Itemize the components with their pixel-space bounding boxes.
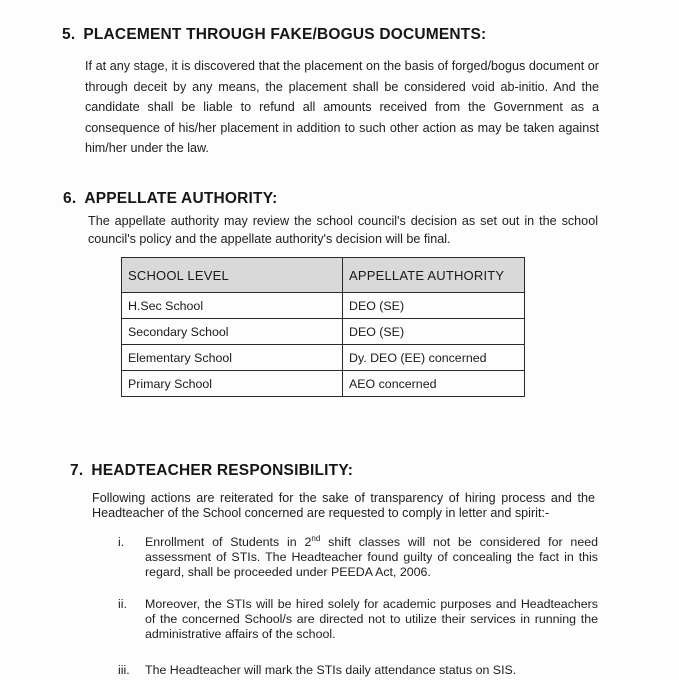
section-6-heading	[63, 190, 277, 208]
appellate-authority-cell: Dy. DEO (EE) concerned	[343, 345, 525, 371]
table-row	[122, 293, 525, 319]
column-header-appellate-authority: APPELLATE AUTHORITY	[343, 258, 525, 293]
ordinal-superscript: nd	[311, 533, 321, 543]
section-number: 5.	[62, 26, 76, 43]
column-header-school-level: SCHOOL LEVEL	[122, 258, 343, 293]
table-row	[122, 319, 525, 345]
section-title: HEADTEACHER RESPONSIBILITY:	[91, 462, 354, 479]
section-number: 6.	[63, 190, 77, 207]
list-marker: i.	[118, 535, 125, 549]
school-level-cell: Elementary School	[122, 345, 343, 371]
list-item	[118, 597, 598, 642]
table-row	[122, 345, 525, 371]
section-6-body: The appellate authority may review the school council's decision as set out in the school council's policy and the appellate authority's decision will be final.	[88, 214, 598, 246]
section-5-heading	[62, 26, 486, 44]
section-number: 7.	[70, 462, 84, 479]
appellate-authority-table	[121, 257, 525, 397]
table-row	[122, 371, 525, 397]
section-title: APPELLATE AUTHORITY:	[84, 190, 278, 207]
responsibility-list	[118, 535, 598, 678]
section-7-heading	[70, 462, 353, 480]
section-title: PLACEMENT THROUGH FAKE/BOGUS DOCUMENTS:	[83, 26, 487, 43]
list-item-text: Moreover, the STIs will be hired solely for academic purposes and Headteachers of the concerned School/s are directed not to utilize their services in running the administrative affairs of the school.	[145, 597, 598, 641]
appellate-authority-cell: DEO (SE)	[343, 293, 525, 319]
appellate-authority-cell: AEO concerned	[343, 371, 525, 397]
list-marker: iii.	[118, 663, 130, 677]
section-5-body: If at any stage, it is discovered that the placement on the basis of forged/bogus document or through deceit by any means, the placement shall be considered void ab-initio. And the candidate shall be liable to refund all amounts received from the Government as a consequence of his/her placement in addition to such other action as may be taken against him/her under the law.	[85, 59, 599, 155]
list-item	[118, 535, 598, 580]
school-level-cell: H.Sec School	[122, 293, 343, 319]
list-marker: ii.	[118, 597, 127, 611]
table-header-row	[122, 258, 525, 293]
list-item	[118, 663, 598, 678]
list-item-text: The Headteacher will mark the STIs daily attendance status on SIS.	[145, 663, 517, 677]
list-item-text: Enrollment of Students in 2nd shift classes will not be considered for need assessment of STIs. The Headteacher found guilty of concealing the fact in this regard, shall be proceeded under PEEDA Act, 2006.	[145, 533, 598, 579]
school-level-cell: Primary School	[122, 371, 343, 397]
school-level-cell: Secondary School	[122, 319, 343, 345]
appellate-authority-cell: DEO (SE)	[343, 319, 525, 345]
section-7-body: Following actions are reiterated for the sake of transparency of hiring process and the Headteacher of the School concerned are requested to comply in letter and spirit:-	[92, 491, 595, 520]
